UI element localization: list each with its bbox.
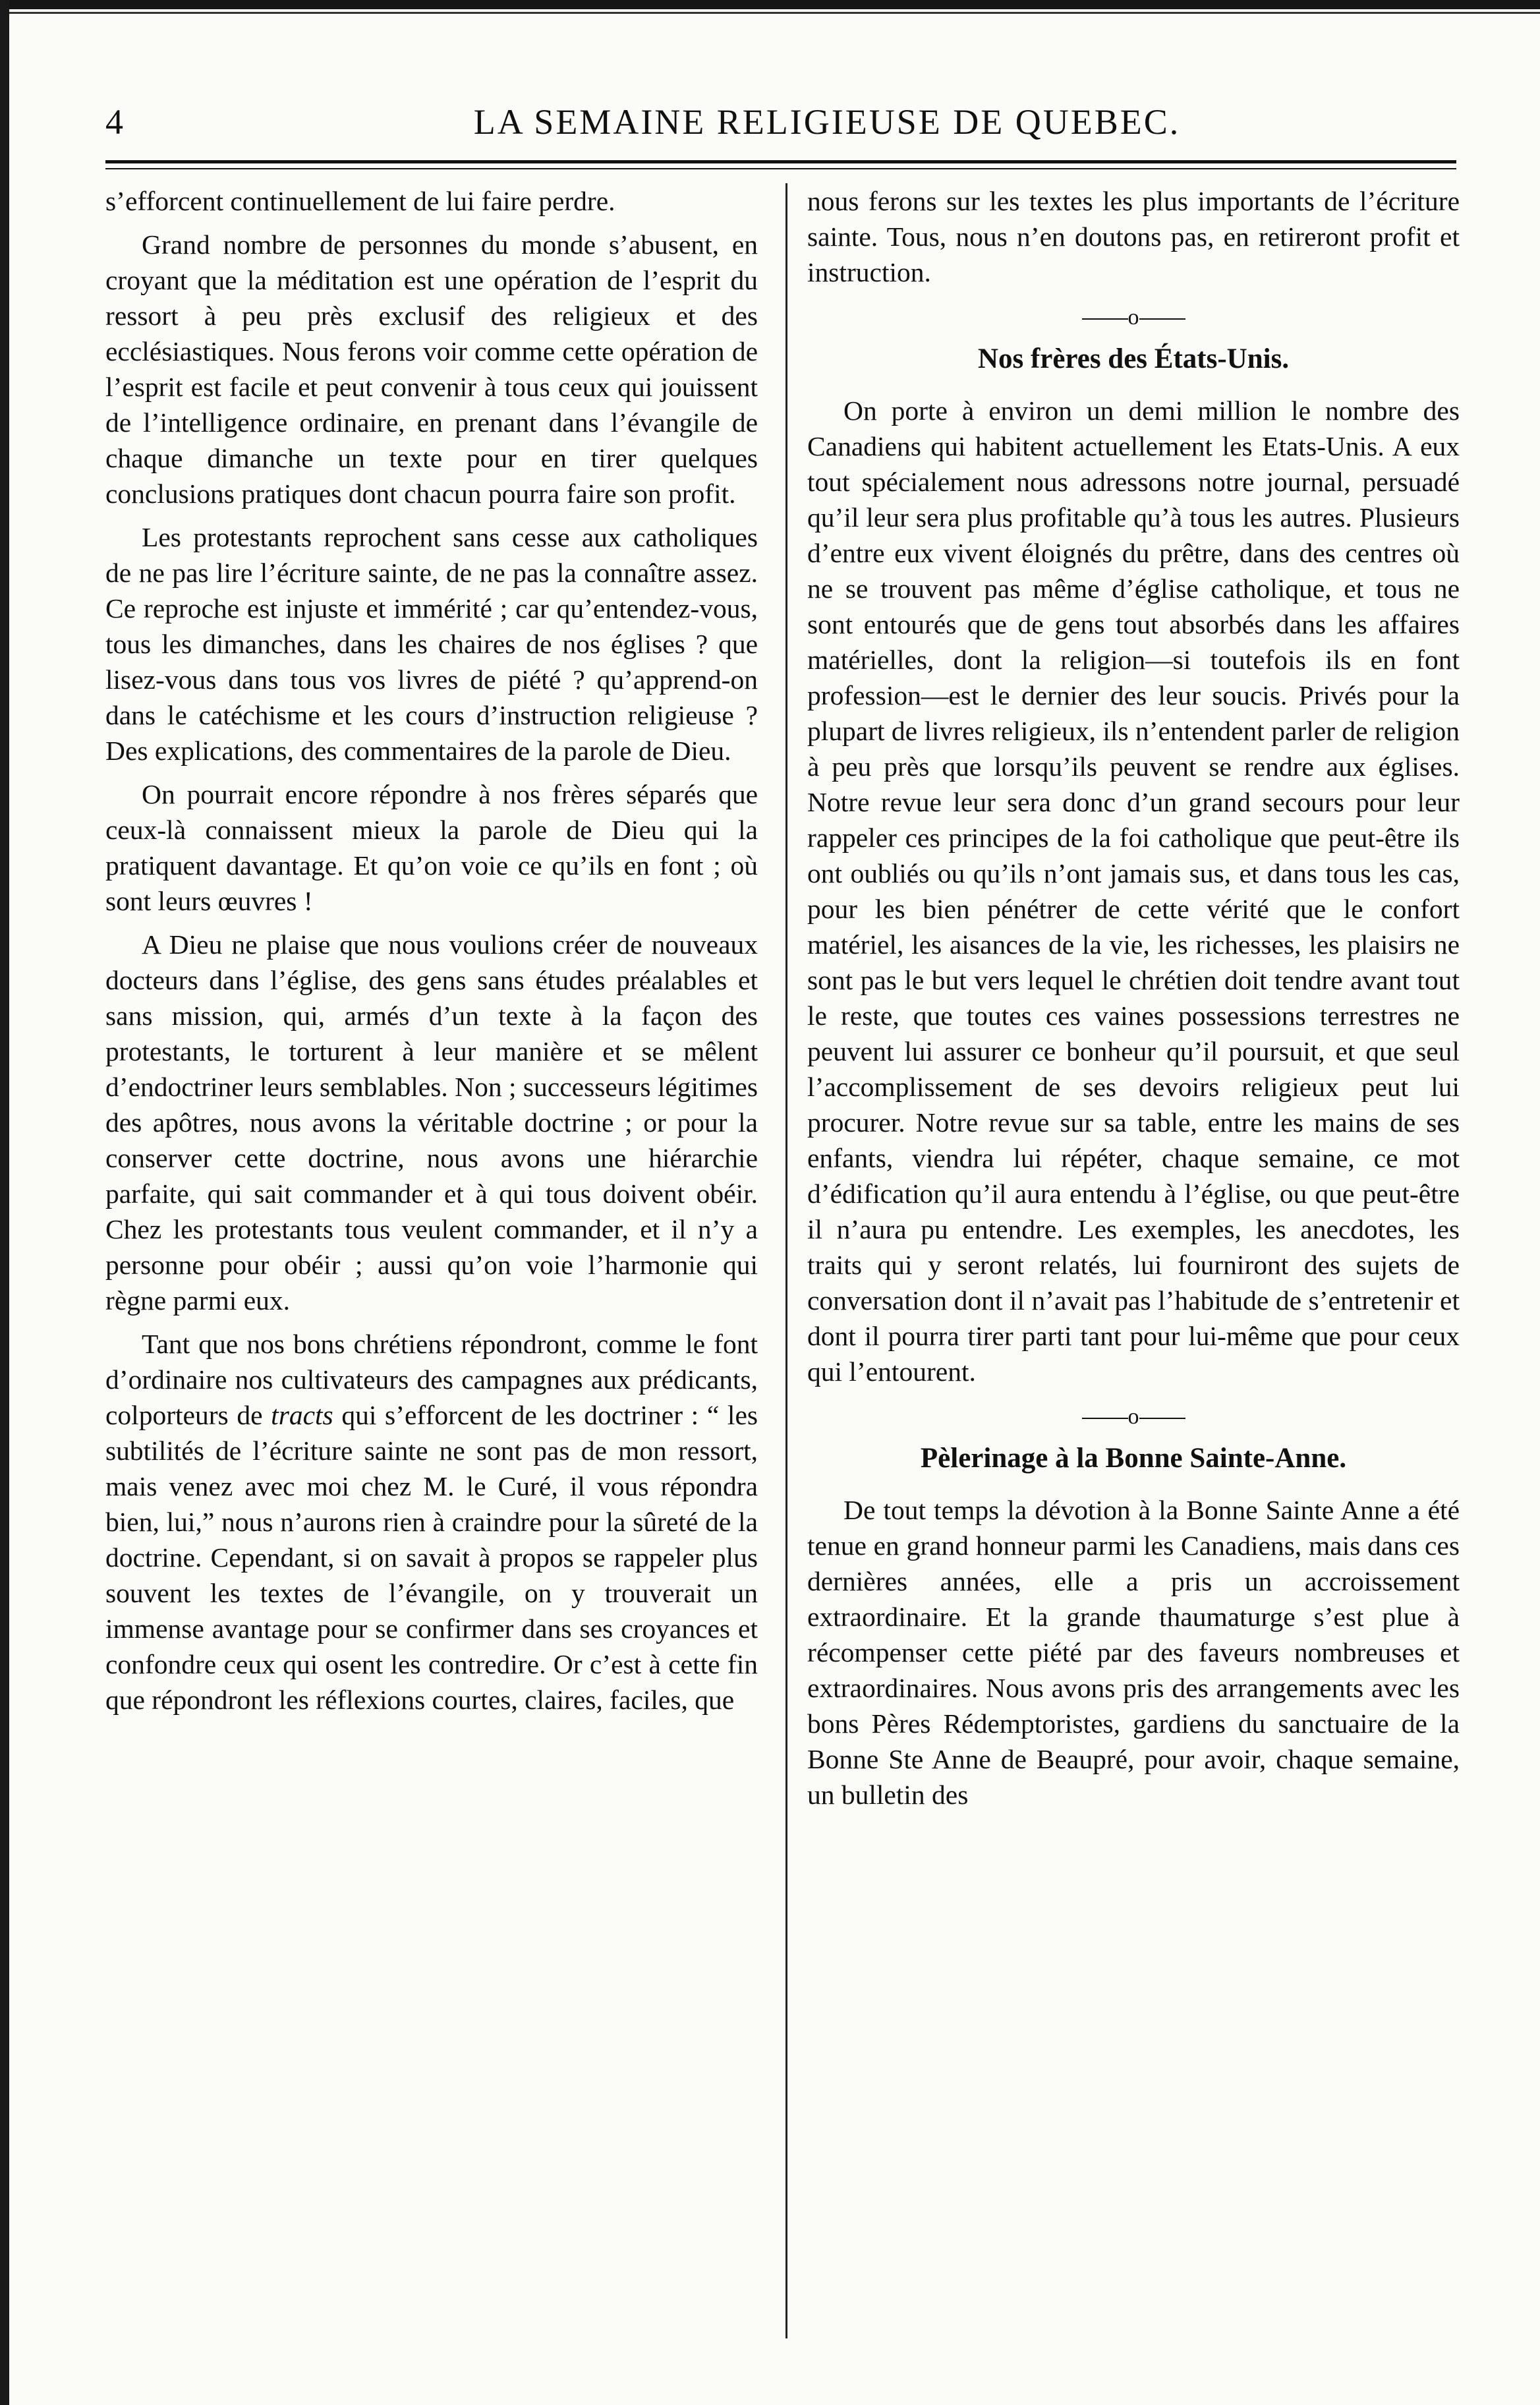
section-heading: Nos frères des États-Unis.: [977, 343, 1290, 374]
section-separator: [807, 1404, 1460, 1430]
text-run: qui s’efforcent de les doctriner : “ les subtilités de l’écriture sainte ne sont pas de mon ressort, mais venez avec moi chez M. le Curé, il vous répondra bien, lui,” nous n’aurons rien à craindre pour la sûreté de la doctrine. Cependant, si on savait à propos se rappeler plus souvent les textes de l’évangile, on y trouverait un immense avantage pour se confirmer dans ses croyances et confondre ceux qui osent les contredire. Or c’est à cette fin que répondront les réflexions courtes, claires, faciles, que: [105, 1400, 758, 1715]
text-run: Tant que nos bons chrétiens répondront, comme le font d’ordinaire nos cultivateurs des campagnes aux prédicants, colporteurs de: [105, 1329, 758, 1430]
header-rule-thin: [105, 168, 1456, 169]
page-number: 4: [105, 102, 123, 142]
running-title: LA SEMAINE RELIGIEUSE DE QUEBEC.: [473, 102, 1181, 142]
separator-line: [1082, 1418, 1128, 1419]
binding-edge: [0, 0, 9, 2405]
column-divider: [785, 183, 787, 2338]
paragraph: [105, 1326, 758, 1718]
paragraph: On porte à environ un demi million le nombre des Canadiens qui habitent actuellement les Etats-Unis. A eux tout spécialement nous adressons notre journal, persuadé qu’il leur sera plus profitable qu’à tous les autres. Plusieurs d’entre eux vivent éloignés du prêtre, dans des centres où ne se trouvent pas même d’église catholique, et tous ne sont entourés que de gens tout absorbés dans les affaires matérielles, dont la religion—si toutefois ils en font profession—est le dernier des leur soucis. Privés pour la plupart de livres religieux, ils n’entendent parler de religion à peu près que lorsqu’ils peuvent se rendre aux églises. Notre revue leur sera donc d’un grand secours pour leur rappeler ces principes de la foi catholique que peut-être ils ont oubliés ou qu’ils n’ont jamais sus, et dans tous les cas, pour les bien pénétrer de cette vérité que le confort matériel, les aisances de la vie, les richesses, les plaisirs ne sont pas le but vers lequel le chrétien doit tendre avant tout le reste, que toutes ces vaines possessions terrestres ne peuvent lui assurer ce bonheur qu’il poursuit, et que seul l’accomplissement de ses devoirs religieux peut lui procurer. Notre revue sur sa table, entre les mains de ses enfants, viendra lui répéter, chaque semaine, ce mot d’édification qu’il aura entendu à l’église, ou que peut-être il n’aura pu entendre. Les exemples, les anecdotes, les traits qui y seront relatés, lui fourniront des sujets de conversation dont il n’avait pas l’habitude de s’entretenir et dont il pourra tirer parti tant pour lui-même que pour ceux qui l’entourent.: [807, 395, 1460, 1387]
italic-word: tracts: [271, 1400, 333, 1430]
paragraph: s’efforcent continuellement de lui faire perdre.: [105, 186, 615, 216]
right-column: [807, 183, 1460, 2345]
paragraph: nous ferons sur les textes les plus importants de l’écriture sainte. Tous, nous n’en doutons pas, en retireront profit et instruction.: [807, 186, 1460, 287]
separator-line: [1139, 318, 1185, 320]
top-border-rule-thin: [0, 12, 1540, 14]
top-border-rule: [0, 0, 1540, 9]
paragraph: Les protestants reprochent sans cesse aux catholiques de ne pas lire l’écriture sainte, de ne pas la connaître assez. Ce reproche est injuste et immérité ; car qu’entendez-vous, tous les dimanches, dans les chaires de nos églises ? que lisez-vous dans tous vos livres de piété ? qu’apprend-on dans le catéchisme et les cours d’instruction religieuse ? Des explications, des commentaires de la parole de Dieu.: [105, 522, 758, 766]
separator-mark: o: [1127, 1405, 1139, 1429]
paragraph: A Dieu ne plaise que nous voulions créer de nouveaux docteurs dans l’église, des gens sans études préalables et sans mission, qui, armés d’un texte à la façon des protestants, le torturent à leur manière et se mêlent d’endoctriner leurs semblables. Non ; successeurs légitimes des apôtres, nous avons la véritable doctrine ; or pour la conserver cette doctrine, nous avons une hiérarchie parfaite, qui sait commander et à qui tous doivent obéir. Chez les protestants tous veulent commander, et il n’y a personne pour obéir ; aussi qu’on voie l’harmonie qui règne parmi eux.: [105, 929, 758, 1316]
separator-mark: o: [1127, 305, 1139, 330]
left-column: [105, 183, 758, 2345]
paragraph: On pourrait encore répondre à nos frères séparés que ceux-là connaissent mieux la parole de Dieu qui la pratiquent davantage. Et qu’on voie ce qu’ils en font ; où sont leurs œuvres !: [105, 779, 758, 916]
paragraph: Grand nombre de personnes du monde s’abusent, en croyant que la méditation est une opération de l’esprit du ressort à peu près exclusif des religieux et des ecclésiastiques. Nous ferons voir comme cette opération de l’esprit est facile et peut convenir à tous ceux qui jouissent de l’intelligence ordinaire, en prenant dans l’évangile de chaque dimanche un texte pour en tirer quelques conclusions pratiques dont chacun pourra faire son profit.: [105, 229, 758, 509]
paragraph: De tout temps la dévotion à la Bonne Sainte Anne a été tenue en grand honneur parmi les Canadiens, mais dans ces dernières années, elle a pris un accroissement extraordinaire. Et la grande thaumaturge s’est plue à récompenser cette piété par des faveurs nombreuses et extraordinaires. Nous avons pris des arrangements avec les bons Pères Rédemptoristes, gardiens du sanctuaire de la Bonne Ste Anne de Beaupré, pour avoir, chaque semaine, un bulletin des: [807, 1495, 1460, 1810]
separator-line: [1082, 318, 1128, 320]
page-header: [105, 92, 1456, 152]
section-heading: Pèlerinage à la Bonne Sainte-Anne.: [920, 1443, 1347, 1474]
separator-line: [1139, 1418, 1185, 1419]
header-rule: [105, 160, 1456, 163]
section-separator: [807, 304, 1460, 331]
